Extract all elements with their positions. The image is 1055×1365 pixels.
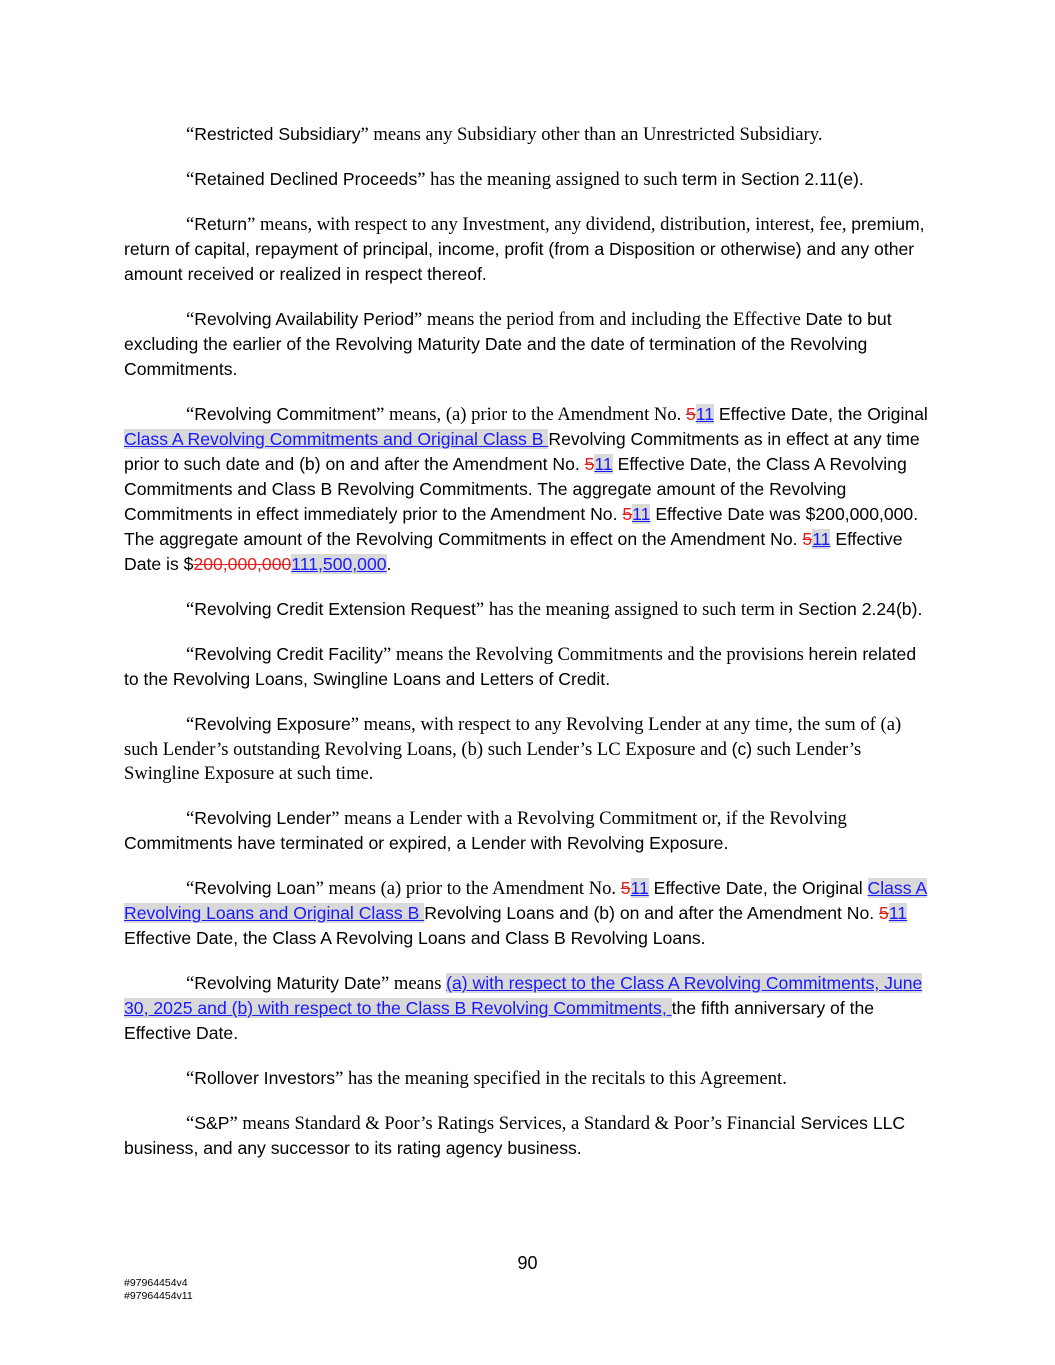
document-body: [124, 122, 930, 1181]
deleted-text: 5: [802, 529, 813, 549]
inserted-text: 11: [888, 903, 908, 923]
deleted-text: 5: [584, 454, 595, 474]
definition-revolving-loan: “Revolving Loan” means (a) prior to the Amendment No. 511 Effective Date, the Original Class A Revolving Loans and Original Class B Revolving Loans and (b) on and after the Amendment No. 511 Effective Date, the Class A Revolving Loans and Class B Revolving Loans.: [124, 878, 928, 948]
defined-term: Restricted Subsidiary: [194, 124, 361, 144]
defined-term: Revolving Commitment: [194, 404, 377, 424]
inserted-text: 11: [695, 404, 714, 424]
inserted-text: Class A Revolving Loans and Original Class B: [124, 878, 928, 923]
definition-revolving-credit-extension-request: “Revolving Credit Extension Request” has the meaning assigned to such term in Section 2.24(b).: [186, 599, 923, 620]
deleted-text: 5: [620, 878, 631, 898]
definition-return: “Return” means, with respect to any Investment, any dividend, distribution, interest, fee, premium, return of capital, repayment of principal, income, profit (from a Disposition or otherwise) and any other amount received or realized in respect thereof.: [124, 214, 925, 284]
definition-retained-declined-proceeds: “Retained Declined Proceeds” has the meaning assigned to such term in Section 2.11(e).: [186, 169, 864, 190]
inserted-text: 11: [630, 878, 649, 898]
definition-restricted-subsidiary: “Restricted Subsidiary” means any Subsidiary other than an Unrestricted Subsidiary.: [186, 124, 823, 145]
defined-term: Revolving Loan: [194, 878, 316, 898]
document-ids: [124, 1277, 193, 1302]
defined-term: Rollover Investors: [194, 1068, 336, 1088]
definition-revolving-credit-facility: “Revolving Credit Facility” means the Revolving Commitments and the provisions herein related to the Revolving Loans, Swingline Loans and Letters of Credit.: [124, 644, 917, 689]
definition-revolving-maturity-date: “Revolving Maturity Date” means (a) with respect to the Class A Revolving Commitments, June 30, 2025 and (b) with respect to the Class B Revolving Commitments, the fifth anniversary of the Effective Date.: [124, 973, 923, 1043]
defined-term: Revolving Credit Facility: [194, 644, 383, 664]
inserted-text: 11: [812, 529, 831, 549]
definition-s-and-p: “S&P” means Standard & Poor’s Ratings Services, a Standard & Poor’s Financial Services LLC business, and any successor to its rating agency business.: [124, 1113, 906, 1158]
definition-revolving-lender: “Revolving Lender” means a Lender with a Revolving Commitment or, if the Revolving Commitments have terminated or expired, a Lender with Revolving Exposure.: [124, 808, 847, 853]
definition-revolving-exposure: “Revolving Exposure” means, with respect to any Revolving Lender at any time, the sum of (a) such Lender’s outstanding Revolving Loans, (b) such Lender’s LC Exposure and (c) such Lender’s Swingline Exposure at such time.: [124, 714, 902, 784]
inserted-text: 11: [594, 454, 613, 474]
defined-term: Retained Declined Proceeds: [194, 169, 418, 189]
deleted-text: 200,000,000: [193, 554, 292, 574]
inserted-text: 11: [632, 504, 651, 524]
deleted-text: 5: [622, 504, 633, 524]
deleted-text: 5: [685, 404, 696, 424]
definition-rollover-investors: “Rollover Investors” has the meaning specified in the recitals to this Agreement.: [186, 1068, 787, 1089]
definition-revolving-commitment: “Revolving Commitment” means, (a) prior to the Amendment No. 511 Effective Date, the Original Class A Revolving Commitments and Original Class B Revolving Commitments as in effect at any time prior to such date and (b) on and after the Amendment No. 511 Effective Date, the Class A Revolving Commitments and Class B Revolving Commitments. The aggregate amount of the Revolving Commitments in effect immediately prior to the Amendment No. 511 Effective Date was $200,000,000. The aggregate amount of the Revolving Commitments in effect on the Amendment No. 511 Effective Date is $200,000,000111,500,000.: [124, 404, 928, 574]
defined-term: Revolving Exposure: [194, 714, 351, 734]
page-number: 90: [517, 1253, 538, 1273]
inserted-text: Class A Revolving Commitments and Original Class B: [124, 429, 549, 449]
defined-term: Revolving Credit Extension Request: [194, 599, 476, 619]
defined-term: Return: [194, 214, 248, 234]
defined-term: Revolving Lender: [194, 808, 332, 828]
defined-term: S&P: [194, 1113, 230, 1133]
document-id: #97964454v11: [124, 1289, 193, 1302]
definition-revolving-availability-period: “Revolving Availability Period” means the period from and including the Effective Date to but excluding the earlier of the Revolving Maturity Date and the date of termination of the Revolving Commitments.: [124, 309, 892, 379]
defined-term: Revolving Maturity Date: [194, 973, 382, 993]
deleted-text: 5: [879, 903, 889, 923]
inserted-text: 111,500,000: [291, 554, 387, 574]
document-id: #97964454v4: [124, 1277, 188, 1289]
inserted-text: (a) with respect to the Class A Revolving Commitments, June 30, 2025 and (b) with respect to the Class B Revolving Commitments,: [124, 973, 923, 1018]
defined-term: Revolving Availability Period: [194, 309, 414, 329]
